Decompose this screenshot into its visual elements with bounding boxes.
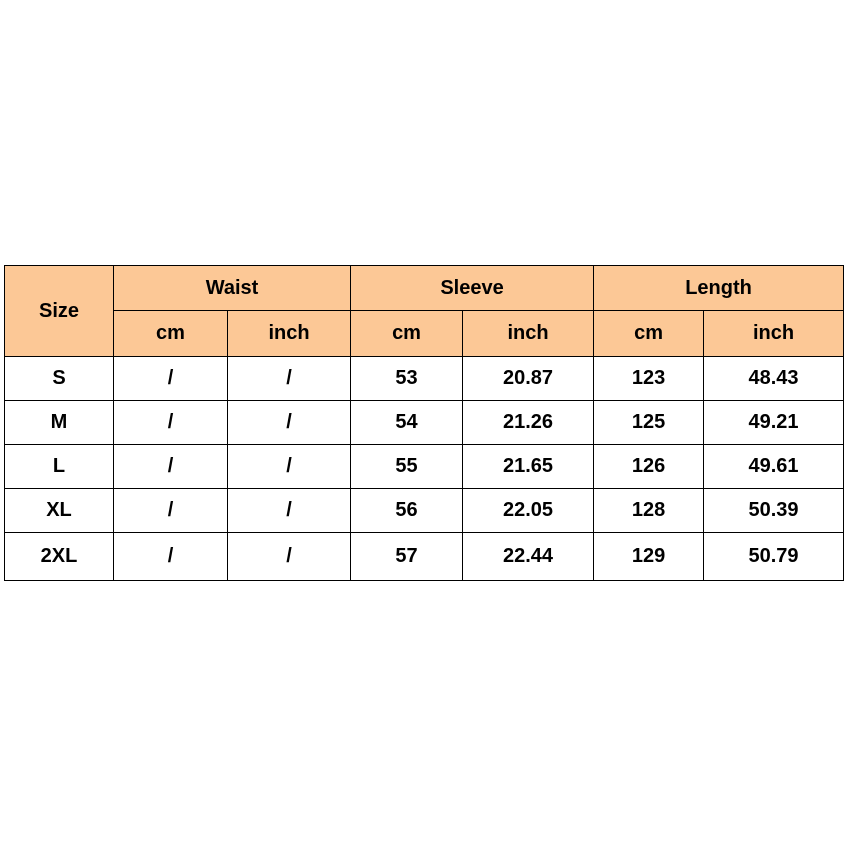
length-cm-cell: 129	[594, 533, 704, 581]
sleeve-inch-cell: 22.05	[463, 489, 594, 533]
sleeve-inch-header: inch	[463, 311, 594, 357]
length-cm-cell: 123	[594, 357, 704, 401]
length-inch-cell: 50.79	[704, 533, 844, 581]
length-cm-cell: 128	[594, 489, 704, 533]
sleeve-inch-cell: 22.44	[463, 533, 594, 581]
length-group-header: Length	[594, 266, 844, 311]
waist-inch-cell: /	[228, 357, 351, 401]
sleeve-inch-cell: 20.87	[463, 357, 594, 401]
waist-inch-cell: /	[228, 533, 351, 581]
size-chart-table	[4, 265, 844, 581]
sleeve-cm-cell: 57	[351, 533, 463, 581]
waist-cm-cell: /	[114, 445, 228, 489]
size-column-header: Size	[5, 266, 114, 357]
sleeve-cm-cell: 54	[351, 401, 463, 445]
length-inch-cell: 48.43	[704, 357, 844, 401]
sleeve-cm-cell: 55	[351, 445, 463, 489]
length-inch-cell: 49.61	[704, 445, 844, 489]
table-row	[5, 533, 844, 581]
waist-inch-cell: /	[228, 445, 351, 489]
size-cell: XL	[5, 489, 114, 533]
waist-cm-header: cm	[114, 311, 228, 357]
length-cm-cell: 126	[594, 445, 704, 489]
header-row-units	[5, 311, 844, 357]
waist-cm-cell: /	[114, 489, 228, 533]
waist-cm-cell: /	[114, 357, 228, 401]
length-inch-cell: 50.39	[704, 489, 844, 533]
table-row	[5, 401, 844, 445]
waist-inch-header: inch	[228, 311, 351, 357]
size-cell: L	[5, 445, 114, 489]
length-inch-header: inch	[704, 311, 844, 357]
sleeve-cm-header: cm	[351, 311, 463, 357]
size-cell: 2XL	[5, 533, 114, 581]
waist-inch-cell: /	[228, 489, 351, 533]
size-cell: M	[5, 401, 114, 445]
waist-cm-cell: /	[114, 533, 228, 581]
waist-inch-cell: /	[228, 401, 351, 445]
sleeve-inch-cell: 21.65	[463, 445, 594, 489]
sleeve-inch-cell: 21.26	[463, 401, 594, 445]
length-cm-header: cm	[594, 311, 704, 357]
length-cm-cell: 125	[594, 401, 704, 445]
table-row	[5, 445, 844, 489]
table-row	[5, 489, 844, 533]
sleeve-cm-cell: 53	[351, 357, 463, 401]
waist-cm-cell: /	[114, 401, 228, 445]
waist-group-header: Waist	[114, 266, 351, 311]
size-cell: S	[5, 357, 114, 401]
header-row-groups	[5, 266, 844, 311]
sleeve-cm-cell: 56	[351, 489, 463, 533]
sleeve-group-header: Sleeve	[351, 266, 594, 311]
length-inch-cell: 49.21	[704, 401, 844, 445]
table-row	[5, 357, 844, 401]
